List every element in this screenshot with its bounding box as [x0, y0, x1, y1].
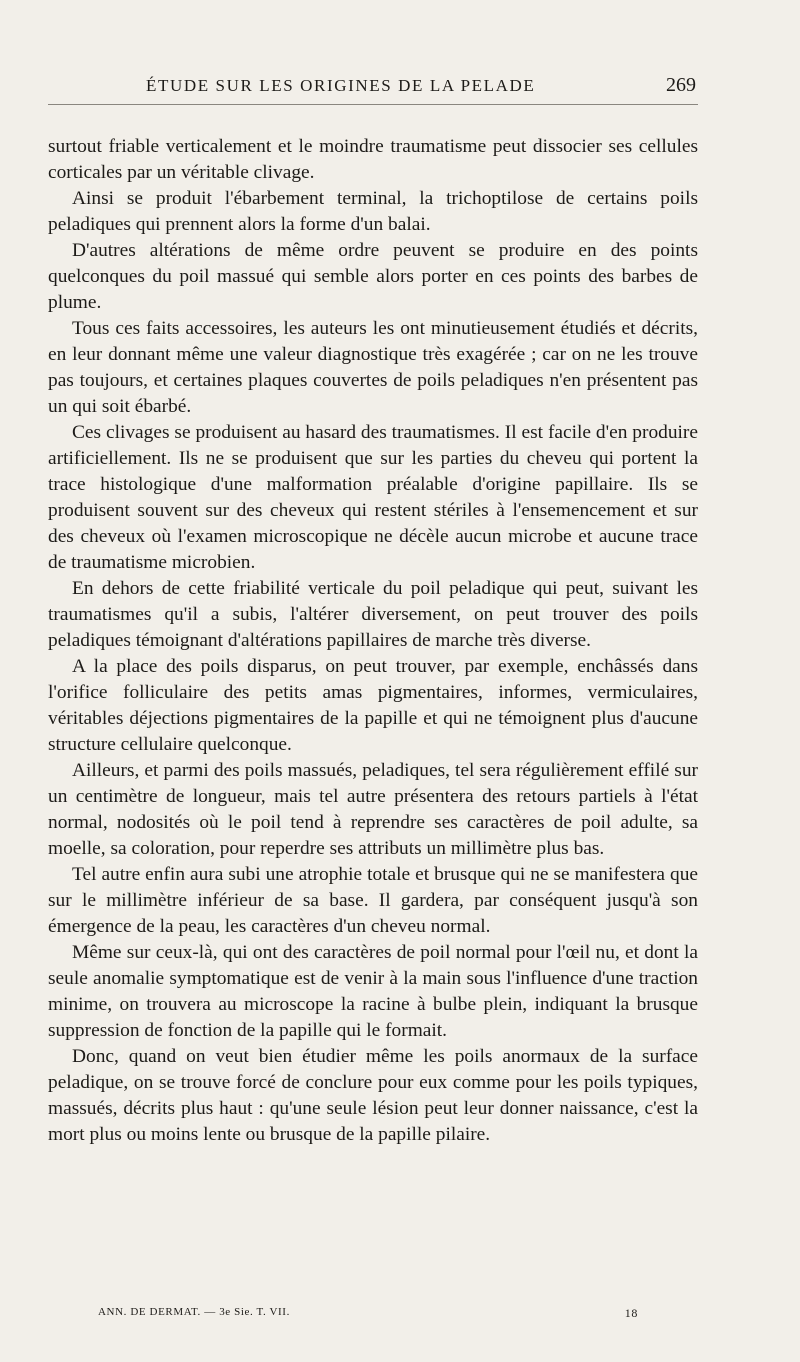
page-footer [98, 1306, 638, 1328]
paragraph: D'autres altérations de même ordre peuvent se produire en des points quelconques du poil massué qui semble alors porter en ces points des barbes de plume. [48, 240, 698, 313]
paragraph: A la place des poils disparus, on peut trouver, par exemple, enchâssés dans l'orifice folliculaire des petits amas pigmentaires, informes, vermiculaires, véritables déjections pigmentaires de la papille et qui ne témoignent plus d'aucune structure cellulaire quelconque. [48, 656, 698, 755]
paragraph: Même sur ceux-là, qui ont des caractères de poil normal pour l'œil nu, et dont la seule anomalie symptomatique est de venir à la main sous l'influence d'une traction minime, on trouvera au microscope la racine à bulbe plein, indiquant la brusque suppression de fonction de la papille qui le formait. [48, 942, 698, 1041]
paragraph: Tel autre enfin aura subi une atrophie totale et brusque qui ne se manifestera que sur le millimètre inférieur de sa base. Il gardera, par conséquent jusqu'à son émergence de la peau, les caractères d'un cheveu normal. [48, 864, 698, 937]
paragraph: Ainsi se produit l'ébarbement terminal, la trichoptilose de certains poils peladiques qui prennent alors la forme d'un balai. [48, 188, 698, 235]
running-title: ÉTUDE SUR LES ORIGINES DE LA PELADE [146, 76, 536, 95]
paragraph: Ailleurs, et parmi des poils massués, peladiques, tel sera régulièrement effilé sur un centimètre de longueur, mais tel autre présentera des retours partiels à l'état normal, nodosités où le poil tend à reprendre ses caractères de poil adulte, sa moelle, sa coloration, pour reperdre ses attributs un millimètre plus bas. [48, 760, 698, 859]
paragraph: Ces clivages se produisent au hasard des traumatismes. Il est facile d'en produire artificiellement. Ils ne se produisent que sur les parties du cheveu qui portent la trace histologique d'une malformation préalable d'origine papillaire. Ils se produisent souvent sur des cheveux qui restent stériles à l'ensemencement et sur des cheveux où l'examen microscopique ne décèle aucun microbe et aucune trace de traumatisme microbien. [48, 422, 698, 573]
paragraph: surtout friable verticalement et le moindre traumatisme peut dissocier ses cellules corticales par un véritable clivage. [48, 136, 698, 183]
page-number: 269 [666, 74, 696, 96]
signature-mark: 18 [624, 1306, 638, 1320]
running-head [48, 74, 698, 105]
paragraph: Donc, quand on veut bien étudier même les poils anormaux de la surface peladique, on se trouve forcé de conclure pour eux comme pour les poils typiques, massués, décrits plus haut : qu'une seule lésion peut leur donner naissance, c'est la mort plus ou moins lente ou brusque de la papille pilaire. [48, 1046, 698, 1145]
body-text [48, 134, 698, 1148]
paragraph: Tous ces faits accessoires, les auteurs les ont minutieusement étudiés et décrits, en leur donnant même une valeur diagnostique très exagérée ; car on ne les trouve pas toujours, et certaines plaques couvertes de poils peladiques n'en présentent pas un qui soit ébarbé. [48, 318, 698, 417]
journal-reference: ANN. DE DERMAT. — 3e Sie. T. VII. [98, 1306, 290, 1318]
paragraph: En dehors de cette friabilité verticale du poil peladique qui peut, suivant les traumatismes qu'il a subis, l'altérer diversement, on peut trouver des poils peladiques témoignant d'altérations papillaires de marche très diverse. [48, 578, 698, 651]
